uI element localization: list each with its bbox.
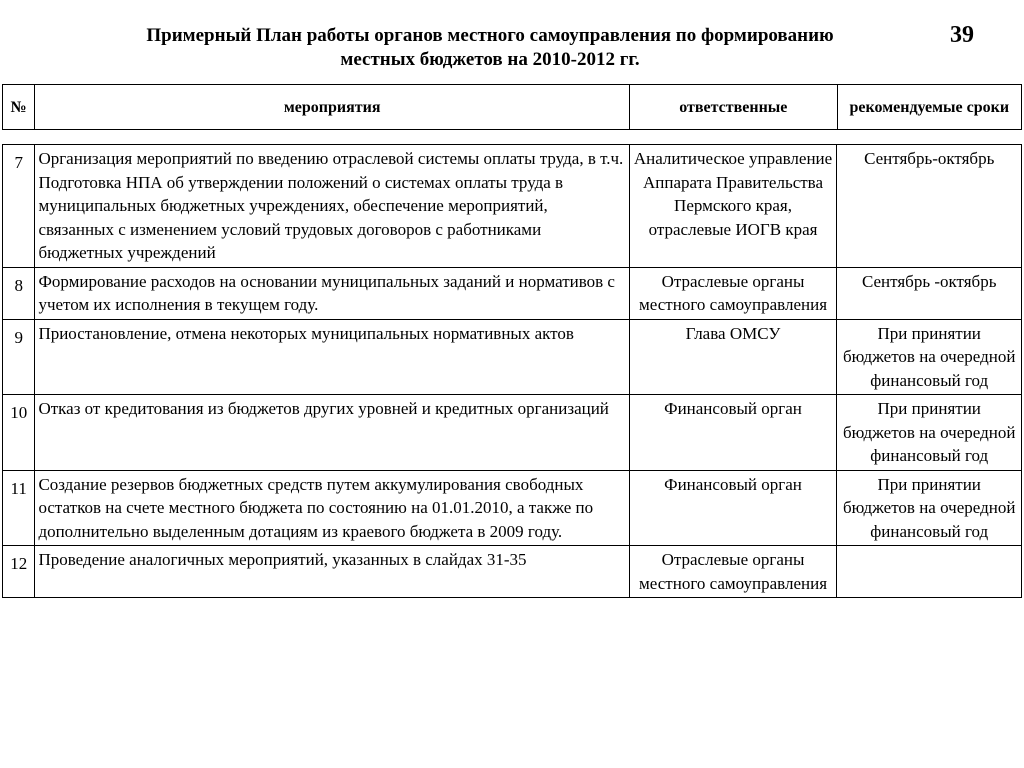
row-number: 7 [3, 145, 35, 268]
row-number: 11 [3, 470, 35, 546]
row-responsible: Аналитическое управление Аппарата Правительства Пермского края, отраслевые ИОГВ края [629, 145, 837, 268]
header-events: мероприятия [35, 85, 630, 130]
row-responsible: Отраслевые органы местного самоуправления [629, 546, 837, 598]
title-line-1: Примерный План работы органов местного самоуправления по формированию [146, 25, 834, 46]
row-number: 9 [3, 319, 35, 395]
row-event: Проведение аналогичных мероприятий, указанных в слайдах 31-35 [35, 546, 629, 598]
row-number: 10 [3, 395, 35, 471]
table-row [3, 319, 1022, 395]
row-event: Отказ от кредитования из бюджетов других уровней и кредитных организаций [35, 395, 629, 471]
row-terms: При принятии бюджетов на очередной финансовый год [837, 395, 1022, 471]
table-header [2, 84, 1022, 130]
row-responsible: Глава ОМСУ [629, 319, 837, 395]
row-responsible: Финансовый орган [629, 470, 837, 546]
table-row [3, 267, 1022, 319]
row-terms: При принятии бюджетов на очередной финансовый год [837, 470, 1022, 546]
plan-table [2, 144, 1022, 598]
header-responsible: ответственные [629, 85, 837, 130]
row-responsible: Финансовый орган [629, 395, 837, 471]
row-event: Организация мероприятий по введению отраслевой системы оплаты труда, в т.ч. Подготовка НПА об утверждении положений о системах оплаты труда в муниципальных бюджетных учреждениях, обеспечение мероприятий, связанных с изменением условий трудовых договоров с работниками бюджетных учреждений [35, 145, 629, 268]
header-row [3, 85, 1022, 130]
header-terms: рекомендуемые сроки [837, 85, 1021, 130]
table-row [3, 546, 1022, 598]
row-terms [837, 546, 1022, 598]
row-event: Приостановление, отмена некоторых муниципальных нормативных актов [35, 319, 629, 395]
row-terms: При принятии бюджетов на очередной финансовый год [837, 319, 1022, 395]
row-number: 12 [3, 546, 35, 598]
page-number: 39 [950, 22, 974, 48]
row-event: Формирование расходов на основании муниципальных заданий и нормативов с учетом их исполнения в текущем году. [35, 267, 629, 319]
table-row [3, 470, 1022, 546]
title-line-2: местных бюджетов на 2010-2012 гг. [340, 49, 640, 70]
row-terms: Сентябрь -октябрь [837, 267, 1022, 319]
table-row [3, 395, 1022, 471]
row-terms: Сентябрь-октябрь [837, 145, 1022, 268]
table-row [3, 145, 1022, 268]
page-title [60, 24, 920, 72]
header-number: № [3, 85, 35, 130]
row-event: Создание резервов бюджетных средств путем аккумулирования свободных остатков на счете местного бюджета по состоянию на 01.01.2010, а также по дополнительно выделенным дотациям из краевого бюджета в 2009 году. [35, 470, 629, 546]
row-number: 8 [3, 267, 35, 319]
row-responsible: Отраслевые органы местного самоуправления [629, 267, 837, 319]
